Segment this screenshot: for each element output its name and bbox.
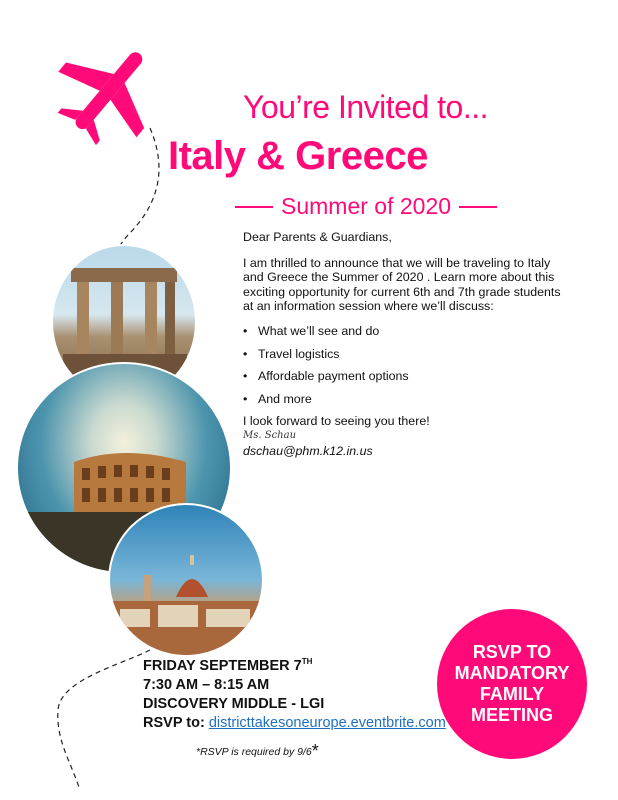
- badge-line: MEETING: [470, 705, 553, 725]
- contact-email[interactable]: dschau@phm.k12.in.us: [243, 443, 373, 458]
- signature: Ms. Schau: [243, 429, 297, 441]
- rsvp-footnote: [196, 741, 396, 762]
- subtitle-rule-left: [235, 206, 273, 208]
- florence-photo: [108, 503, 264, 657]
- letter-body: [243, 230, 573, 458]
- event-date-text: FRIDAY SEPTEMBER 7: [143, 658, 302, 674]
- discussion-list: [243, 324, 573, 406]
- event-date-suffix: TH: [301, 657, 313, 667]
- badge-line: RSVP TO: [472, 642, 552, 662]
- letter-greeting: Dear Parents & Guardians,: [243, 230, 392, 244]
- badge-line: FAMILY: [479, 684, 545, 704]
- list-item: • And more: [243, 392, 573, 407]
- rsvp-footnote-text: *RSVP is required by 9/6: [196, 746, 312, 758]
- invite-heading: You’re Invited to...: [243, 89, 488, 125]
- event-location: DISCOVERY MIDDLE - LGI: [143, 696, 325, 712]
- list-item: • What we’ll see and do: [243, 324, 573, 339]
- event-details: [143, 657, 473, 733]
- subtitle: [235, 193, 500, 220]
- event-date: [143, 657, 473, 676]
- list-item: • Affordable payment options: [243, 369, 573, 384]
- badge-line: MANDATORY: [454, 663, 570, 683]
- letter-closing: I look forward to seeing you there!: [243, 414, 430, 429]
- rsvp-badge-text: [442, 642, 582, 726]
- rsvp-row: [143, 714, 473, 733]
- list-item: • Travel logistics: [243, 347, 573, 362]
- subtitle-rule-right: [459, 206, 497, 208]
- footnote-star: *: [311, 741, 319, 761]
- letter-paragraph: I am thrilled to announce that we will be traveling to Italy and Greece the Summer of 2020 . Learn more about this exciting opportunity for current 6th and 7th grade students at an information session where we’ll discuss:: [243, 255, 561, 314]
- rsvp-badge: [437, 609, 587, 759]
- rsvp-link[interactable]: districttakesoneurope.eventbrite.com: [208, 715, 446, 731]
- rsvp-label: RSVP to:: [143, 715, 205, 731]
- event-time: 7:30 AM – 8:15 AM: [143, 677, 270, 693]
- cathedral-icon: [110, 505, 262, 655]
- subtitle-text: Summer of 2020: [281, 193, 452, 219]
- airplane-icon: [52, 38, 162, 148]
- page-title: Italy & Greece: [168, 134, 428, 178]
